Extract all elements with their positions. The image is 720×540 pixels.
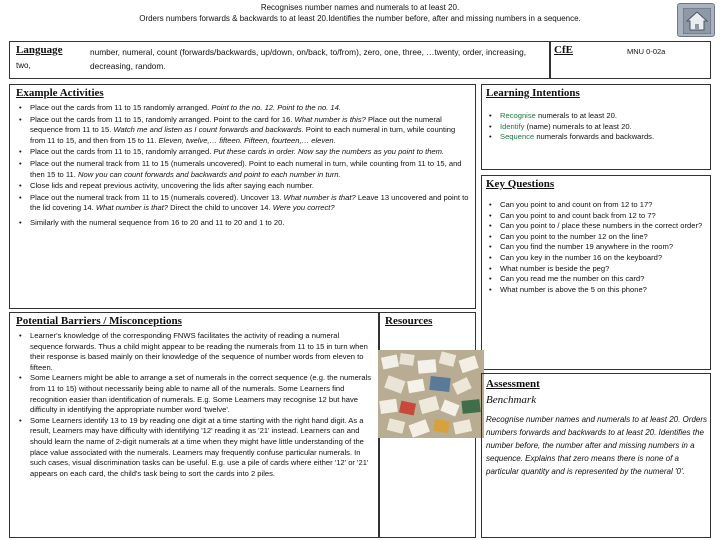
list-item: • Sequence numerals forwards and backwards.	[489, 132, 655, 142]
learning-intentions-title: Learning Intentions	[486, 87, 580, 99]
cfe-title: CfE	[554, 44, 573, 56]
list-item: • Can you find the number 19 anywhere in the room?	[489, 242, 674, 252]
list-item: • Place out the cards from 11 to 15 randomly arranged. Point to the no. 12. Point to the no. 14.	[19, 103, 341, 112]
list-item: • Can you point to / place these numbers in the correct order?	[489, 221, 703, 231]
barriers-list	[16, 331, 373, 479]
activities-list	[16, 103, 471, 230]
assessment-panel	[481, 373, 711, 538]
list-item: • Can you point to and count on from 12 to 17?	[489, 200, 653, 209]
list-item: • Some Learners identify 13 to 19 by reading one digit at a time starting with the right hand digit. As a result, Learners may have difficulty with identifying '12' reading it as '21' instead. Learners can and should learn the name of 2-digit numerals at a time when they might have little understanding of the place value associated with the numerals. Learners may frequently confuse particular numerals. In such cases, visual discrimination tasks can be useful. E.g. use a pile of cards where either '12' or '21' appears on each card, the child's task being to sort the cards into 2 piles.	[19, 415, 369, 478]
language-title: Language	[16, 44, 63, 56]
cfe-code: MNU 0-02a	[627, 47, 666, 56]
barriers-title: Potential Barriers / Misconceptions	[16, 315, 182, 327]
barriers-panel	[9, 312, 379, 538]
list-item: • Place out the numeral track from 11 to 15 (numerals uncovered). Point to each numeral in turn, while counting from 11 to 15, and then 15 to 11. Now you can count forwards and backwards and point to each number in turn.	[19, 158, 462, 179]
list-item: • Can you read me the number on this card?	[489, 274, 645, 284]
list-item: • Close lids and repeat previous activity, uncovering the lids after saying each number.	[19, 181, 314, 191]
list-item: • Similarly with the numeral sequence from 16 to 20 and 11 to 20 and 1 to 20.	[19, 217, 285, 227]
home-button[interactable]	[677, 3, 715, 37]
list-item: • What number is beside the peg?	[489, 263, 610, 273]
language-panel	[9, 41, 550, 79]
key-questions-list	[486, 200, 708, 295]
list-item: • Can you point to the number 12 on the line?	[489, 231, 648, 241]
list-item: • Some Learners might be able to arrange a set of numerals in the correct sequence (e.g. the numerals from 11 to 15) without necessarily being able to name all of the numerals. Some Learners find recognition easier than identification of numerals. E.g. Some Learners may recognise 12 but have difficulty in identifying the appropriate number word 'twelve'.	[19, 373, 372, 415]
assessment-text: Recognise number names and numerals to at least 20. Orders numbers forwards and backwards to at least 20. Identifies the number before, the number after and missing numbers in a sequence. Explains that zero means there is none of a particular quantity and is represented by the numeral '0'.	[486, 415, 708, 476]
resources-title: Resources	[385, 315, 433, 327]
header-line-2: Orders numbers forwards & backwards to at least 20.Identifies the number before, after and missing numbers in a sequence.	[139, 14, 581, 23]
learning-intentions-list	[486, 111, 706, 143]
list-item: • Place out the numeral track from 11 to 15 (numerals covered). Uncover 13. What number is that? Leave 13 uncovered and point to the lid covering 14. What number is that? Direct the child to uncover 14. Were you correct?	[19, 192, 469, 213]
learning-intentions-panel	[481, 84, 711, 170]
key-questions-title: Key Questions	[486, 178, 555, 190]
list-item: • Place out the cards from 11 to 15, randomly arranged. Put these cards in order. Now say the numbers as you point to them.	[19, 147, 445, 157]
list-item: • Place out the cards from 11 to 15, randomly arranged. Point to the card for 16. What number is this? Place out the numeral sequence from 11 to 15. Watch me and listen as I count forwards and backwards. Point to each numeral in turn, while counting from 11 to 15, and then from 15 to 11. Eleven, twelve,… fifteen. Fifteen, fourteen,… eleven.	[19, 114, 456, 145]
list-item: • Recognise numerals to at least 20.	[489, 111, 617, 120]
header-line-1: Recognises number names and numerals to at least 20.	[260, 3, 460, 12]
assessment-title: Assessment	[486, 378, 540, 390]
activities-title: Example Activities	[16, 87, 104, 99]
key-questions-panel	[481, 175, 711, 370]
header	[60, 2, 660, 24]
language-sub: two,	[16, 61, 31, 70]
assessment-subtitle: Benchmark	[486, 394, 537, 406]
list-item: • What number is above the 5 on this phone?	[489, 284, 647, 294]
list-item: • Can you key in the number 16 on the keyboard?	[489, 252, 663, 262]
list-item: • Can you point to and count back from 12 to 7?	[489, 210, 656, 220]
activities-panel	[9, 84, 476, 309]
list-item: • Learner's knowledge of the corresponding FNWS facilitates the activity of reading a numeral sequence forwards. Thus a child might appear to be reading the numerals from 11 to 15 in turn when their response is based mainly on their knowledge of the sequence of number words from eleven to fifteen.	[19, 331, 368, 372]
cfe-panel	[550, 41, 711, 79]
language-words: number, numeral, count (forwards/backwards, up/down, on/back, to/from), zero, one, three, …twenty, order, increasing, decreasing, random.	[90, 47, 527, 71]
list-item: • Identify (name) numerals to at least 20.	[489, 121, 632, 131]
resources-photo	[378, 350, 484, 438]
